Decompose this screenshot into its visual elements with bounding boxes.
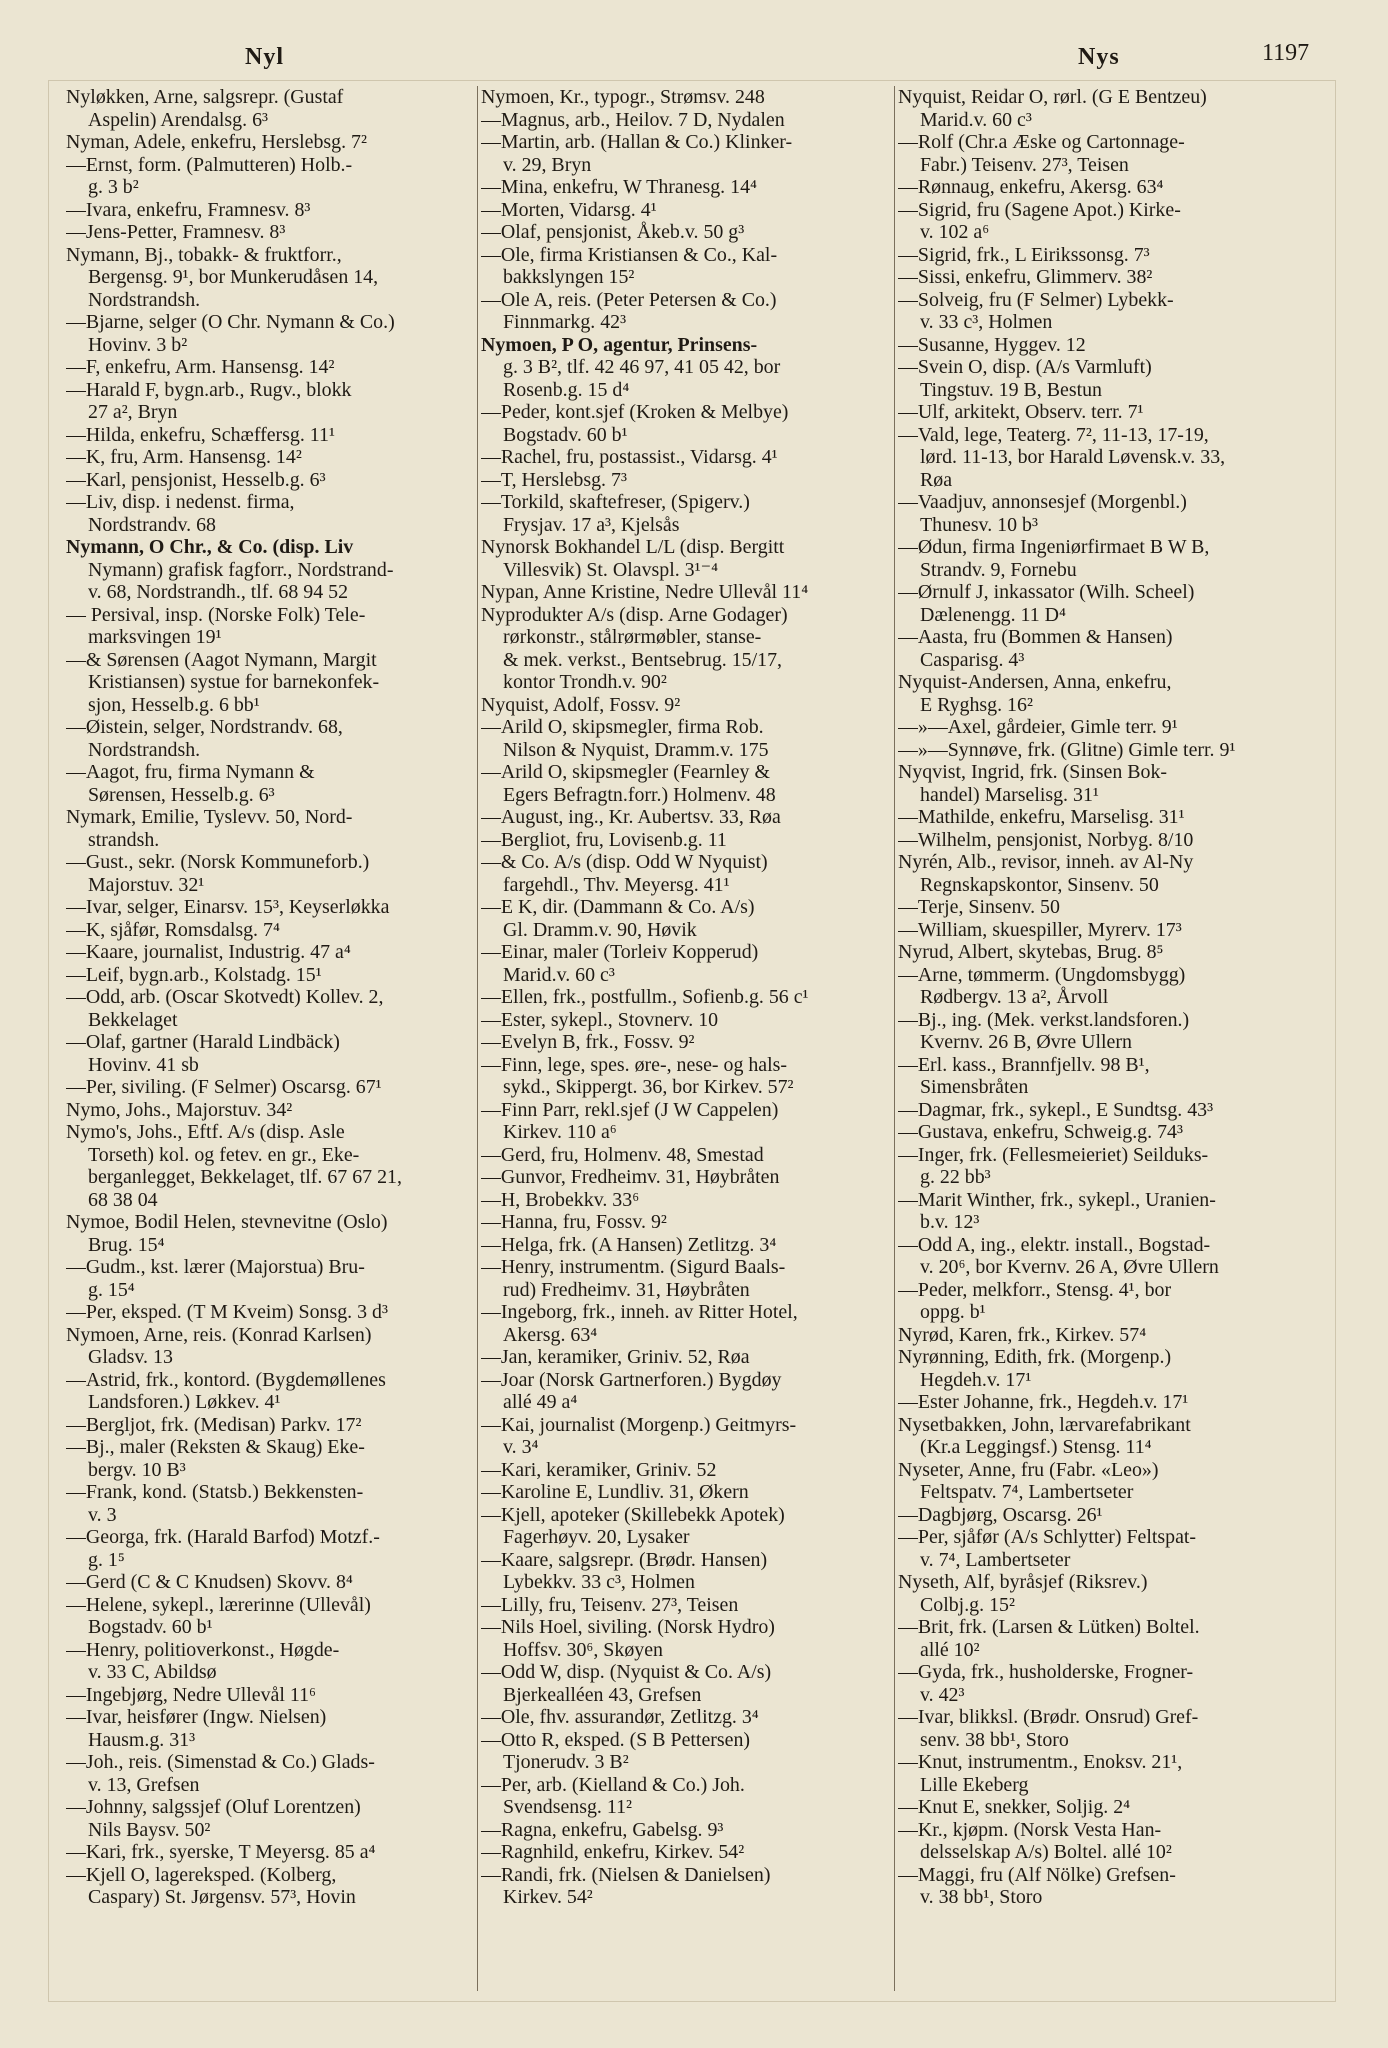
entry-continuation-line: Rosenb.g. 15 d⁴	[503, 378, 630, 401]
directory-entry-line: —Bjarne, selger (O Chr. Nymann & Co.)	[66, 311, 395, 333]
entry-continuation-line: Villesvik) St. Olavspl. 3¹⁻⁴	[503, 558, 719, 581]
entry-continuation-line: Aspelin) Arendalsg. 6³	[88, 108, 268, 131]
entry-continuation-line: v. 42³	[920, 1683, 965, 1706]
directory-entry-line: —Øistein, selger, Nordstrandv. 68,	[66, 716, 343, 738]
directory-entry-line: —Ole A, reis. (Peter Petersen & Co.)	[481, 288, 777, 311]
directory-entry-line: —Marit Winther, frk., sykepl., Uranien-	[898, 1188, 1216, 1211]
entry-continuation-line: Bogstadv. 60 b¹	[88, 1616, 213, 1638]
directory-entry-line: —Bergliot, fru, Lovisenb.g. 11	[481, 828, 727, 851]
entry-continuation-line: Bogstadv. 60 b¹	[503, 423, 628, 446]
entry-continuation-line: 68 38 04	[88, 1188, 158, 1211]
entry-continuation-line: Egers Befragtn.forr.) Holmenv. 48	[503, 783, 776, 806]
directory-entry-line: —Ivar, heisfører (Ingw. Nielsen)	[66, 1706, 327, 1728]
entry-continuation-line: Majorstuv. 32¹	[88, 873, 205, 896]
entry-continuation-line: Kvernv. 26 B, Øvre Ullern	[920, 1031, 1132, 1053]
entry-continuation-line: Nordstrandsh.	[88, 738, 201, 761]
directory-entry-line: —Kai, journalist (Morgenp.) Geitmyrs-	[481, 1413, 797, 1436]
entry-continuation-line: allé 49 a⁴	[503, 1391, 578, 1413]
directory-entry-line: —Rachel, fru, postassist., Vidarsg. 4¹	[481, 446, 778, 468]
entry-continuation-line: Regnskapskontor, Sinsenv. 50	[920, 873, 1159, 896]
directory-entry-line: —Kr., kjøpm. (Norsk Vesta Han-	[898, 1818, 1162, 1841]
directory-entry-line: —Astrid, frk., kontord. (Bygdemøllenes	[66, 1368, 386, 1391]
entry-continuation-line: oppg. b¹	[920, 1301, 986, 1323]
entry-continuation-line: g. 22 bb³	[920, 1166, 991, 1188]
directory-entry-line: Nyquist, Reidar O, rørl. (G E Bentzeu)	[898, 86, 1207, 108]
directory-entry-line: —Susanne, Hyggev. 12	[898, 333, 1086, 356]
entry-continuation-line: Nilson & Nyquist, Dramm.v. 175	[503, 738, 769, 761]
entry-continuation-line: Hausm.g. 31³	[88, 1728, 196, 1751]
directory-entry-line: —Mina, enkefru, W Thranesg. 14⁴	[481, 176, 757, 198]
directory-entry-line: —Peder, kont.sjef (Kroken & Melbye)	[481, 401, 789, 423]
directory-entry-line: —Gerd, fru, Holmenv. 48, Smestad	[481, 1143, 764, 1166]
directory-entry-line: —Ulf, arkitekt, Observ. terr. 7¹	[898, 401, 1144, 423]
entry-continuation-line: sykd., Skippergt. 36, bor Kirkev. 57²	[503, 1076, 794, 1098]
directory-entry-line: —Peder, melkforr., Stensg. 4¹, bor	[898, 1278, 1172, 1301]
directory-entry-line: —Finn, lege, spes. øre-, nese- og hals-	[481, 1053, 788, 1076]
directory-entry-line: Nyquist-Andersen, Anna, enkefru,	[898, 671, 1172, 693]
entry-continuation-line: sjon, Hesselb.g. 6 bb¹	[88, 693, 260, 716]
entry-continuation-line: rørkonstr., stålrørmøbler, stanse-	[503, 626, 762, 648]
entry-continuation-line: 27 a², Bryn	[88, 401, 178, 423]
directory-entry-line: —Einar, maler (Torleiv Kopperud)	[481, 941, 759, 963]
directory-entry-line: —Kaare, salgsrepr. (Brødr. Hansen)	[481, 1548, 768, 1571]
header-left-guide-word: Nyl	[245, 44, 284, 70]
directory-entry-line: Nymoen, Kr., typogr., Strømsv. 248	[481, 86, 765, 108]
directory-entry-line: —Johnny, salgssjef (Oluf Lorentzen)	[66, 1796, 361, 1818]
entry-continuation-line: v. 20⁶, bor Kvernv. 26 A, Øvre Ullern	[920, 1256, 1219, 1278]
directory-entry-line: —Svein O, disp. (A/s Varmluft)	[898, 356, 1152, 378]
entry-continuation-line: Gl. Dramm.v. 90, Høvik	[503, 918, 697, 941]
directory-entry-line: —Gudm., kst. lærer (Majorstua) Bru-	[66, 1256, 365, 1278]
directory-entry-line: —Karl, pensjonist, Hesselb.g. 6³	[66, 468, 326, 491]
directory-entry-line: —& Co. A/s (disp. Odd W Nyquist)	[481, 851, 768, 873]
entry-continuation-line: allé 10²	[920, 1638, 980, 1661]
directory-entry-line: —Ester, sykepl., Stovnerv. 10	[481, 1008, 719, 1031]
header-right-guide-word: Nys	[1078, 44, 1120, 70]
directory-entry-line: —Ernst, form. (Palmutteren) Holb.-	[66, 153, 353, 176]
entry-continuation-line: Rødbergv. 13 a², Årvoll	[920, 986, 1109, 1008]
directory-entry-line: —Aasta, fru (Bommen & Hansen)	[898, 626, 1173, 648]
entry-continuation-line: v. 7⁴, Lambertseter	[920, 1548, 1071, 1571]
directory-entry-line: Nyløkken, Arne, salgsrepr. (Gustaf	[66, 86, 344, 108]
directory-entry-line: —Gerd (C & C Knudsen) Skovv. 8⁴	[66, 1571, 353, 1593]
entry-continuation-line: Hoffsv. 30⁶, Skøyen	[503, 1638, 663, 1661]
entry-continuation-line: Casparisg. 4³	[920, 648, 1025, 671]
directory-entry-line: —Inger, frk. (Fellesmeieriet) Seilduks-	[898, 1143, 1209, 1166]
entry-continuation-line: Kirkev. 110 a⁶	[503, 1121, 617, 1143]
entry-continuation-line: delsselskap A/s) Boltel. allé 10²	[920, 1841, 1172, 1863]
entry-continuation-line: Bjerkealléen 43, Grefsen	[503, 1683, 702, 1706]
directory-entry-line: —»—Axel, gårdeier, Gimle terr. 9¹	[898, 716, 1178, 738]
directory-entry-line: Nyrén, Alb., revisor, inneh. av Al-Ny	[898, 851, 1194, 873]
directory-entry-line: —Per, eksped. (T M Kveim) Sonsg. 3 d³	[66, 1301, 388, 1323]
directory-entry-line: —T, Herslebsg. 7³	[481, 468, 627, 491]
directory-entry-line: —Ragnhild, enkefru, Kirkev. 54²	[481, 1841, 745, 1863]
directory-entry-line: —Ivara, enkefru, Framnesv. 8³	[66, 198, 311, 221]
directory-entry-line: Nyrud, Albert, skytebas, Brug. 8⁵	[898, 941, 1164, 963]
directory-entry-line: —Lilly, fru, Teisenv. 27³, Teisen	[481, 1593, 739, 1616]
directory-entry-line: —Arild O, skipsmegler, firma Rob.	[481, 716, 764, 738]
directory-entry-line: —Jan, keramiker, Griniv. 52, Røa	[481, 1346, 750, 1368]
entry-continuation-line: Finnmarkg. 42³	[503, 311, 627, 333]
directory-entry-line: —Ragna, enkefru, Gabelsg. 9³	[481, 1818, 724, 1841]
directory-entry-line: —Brit, frk. (Larsen & Lütken) Boltel.	[898, 1616, 1200, 1638]
directory-entry-line: —Vaadjuv, annonsesjef (Morgenbl.)	[898, 491, 1187, 513]
directory-entry-line: —Ingeborg, frk., inneh. av Ritter Hotel,	[481, 1301, 798, 1323]
entry-continuation-line: Kristiansen) systue for barnekonfek-	[88, 671, 380, 693]
directory-entry-line: —Kari, frk., syerske, T Meyersg. 85 a⁴	[66, 1841, 376, 1863]
directory-entry-line: —»—Synnøve, frk. (Glitne) Gimle terr. 9¹	[898, 738, 1236, 761]
directory-entry-line: —Liv, disp. i nedenst. firma,	[66, 491, 295, 513]
entry-continuation-line: v. 68, Nordstrandh., tlf. 68 94 52	[88, 581, 349, 603]
directory-entry-line: —Randi, frk. (Nielsen & Danielsen)	[481, 1863, 771, 1886]
directory-entry-line: —Sigrid, fru (Sagene Apot.) Kirke-	[898, 198, 1181, 221]
entry-continuation-line: Sørensen, Hesselb.g. 6³	[88, 783, 275, 806]
directory-entry-line: Nyseter, Anne, fru (Fabr. «Leo»)	[898, 1458, 1159, 1481]
directory-entry-line: —Ivar, blikksl. (Brødr. Onsrud) Gref-	[898, 1706, 1199, 1728]
entry-continuation-line: v. 3⁴	[503, 1436, 539, 1458]
entry-continuation-line: g. 3 b²	[88, 176, 139, 198]
directory-entry-line: —Kari, keramiker, Griniv. 52	[481, 1458, 717, 1481]
directory-entry-line: —Ødun, firma Ingeniørfirmaet B W B,	[898, 536, 1210, 558]
directory-entry-line: Nymann, O Chr., & Co. (disp. Liv	[66, 536, 354, 558]
directory-entry-line: Nymoen, Arne, reis. (Konrad Karlsen)	[66, 1323, 372, 1346]
entry-continuation-line: bakkslyngen 15²	[503, 266, 635, 288]
entry-continuation-line: v. 33 C, Abildsø	[88, 1661, 217, 1683]
directory-entry-line: Nyquist, Adolf, Fossv. 9²	[481, 693, 681, 716]
entry-continuation-line: v. 38 bb¹, Storo	[920, 1886, 1043, 1908]
entry-continuation-line: Marid.v. 60 c³	[920, 108, 1032, 131]
entry-continuation-line: Hegdeh.v. 17¹	[920, 1368, 1032, 1391]
directory-entry-line: —Harald F, bygn.arb., Rugv., blokk	[66, 378, 352, 401]
directory-entry-line: —Kjell O, lagereksped. (Kolberg,	[66, 1863, 337, 1886]
entry-continuation-line: (Kr.a Leggingsf.) Stensg. 11⁴	[920, 1436, 1152, 1458]
entry-continuation-line: Brug. 15⁴	[88, 1233, 165, 1256]
entry-continuation-line: Akersg. 63⁴	[503, 1323, 598, 1346]
directory-entry-line: —F, enkefru, Arm. Hansensg. 14²	[66, 356, 335, 378]
directory-entry-line: —Rolf (Chr.a Æske og Cartonnage-	[898, 131, 1185, 153]
directory-entry-line: Nynorsk Bokhandel L/L (disp. Bergitt	[481, 536, 785, 558]
directory-entry-line: —Gustava, enkefru, Schweig.g. 74³	[898, 1121, 1183, 1143]
directory-entry-line: —Knut, instrumentm., Enoksv. 21¹,	[898, 1751, 1183, 1773]
entry-continuation-line: v. 29, Bryn	[503, 153, 592, 176]
directory-entry-line: —Odd, arb. (Oscar Skotvedt) Kollev. 2,	[66, 986, 384, 1008]
entry-continuation-line: Lille Ekeberg	[920, 1773, 1029, 1796]
entry-continuation-line: g. 3 B², tlf. 42 46 97, 41 05 42, bor	[503, 356, 781, 378]
directory-entry-line: —Frank, kond. (Statsb.) Bekkensten-	[66, 1481, 364, 1503]
entry-continuation-line: Marid.v. 60 c³	[503, 963, 615, 986]
directory-entry-line: —Per, arb. (Kielland & Co.) Joh.	[481, 1773, 745, 1796]
directory-entry-line: —Ellen, frk., postfullm., Sofienb.g. 56 c¹	[481, 986, 809, 1008]
entry-continuation-line: Hovinv. 3 b²	[88, 333, 188, 356]
entry-continuation-line: Svendsensg. 11²	[503, 1796, 632, 1818]
directory-entry-line: —Sigrid, frk., L Eirikssonsg. 7³	[898, 243, 1150, 266]
directory-entry-line: Nyman, Adele, enkefru, Herslebsg. 7²	[66, 131, 367, 153]
entry-continuation-line: Hovinv. 41 sb	[88, 1053, 199, 1076]
entry-continuation-line: Thunesv. 10 b³	[920, 513, 1038, 536]
directory-entry-line: —Karoline E, Lundliv. 31, Økern	[481, 1481, 749, 1503]
directory-entry-line: —Nils Hoel, siviling. (Norsk Hydro)	[481, 1616, 775, 1638]
directory-entry-line: —William, skuespiller, Myrerv. 17³	[898, 918, 1182, 941]
directory-entry-line: —Bj., maler (Reksten & Skaug) Eke-	[66, 1436, 365, 1458]
entry-continuation-line: Lybekkv. 33 c³, Holmen	[503, 1571, 695, 1593]
directory-entry-line: —Helga, frk. (A Hansen) Zetlitzg. 3⁴	[481, 1233, 777, 1256]
page-number: 1197	[1262, 40, 1310, 66]
directory-entry-line: —Ørnulf J, inkassator (Wilh. Scheel)	[898, 581, 1195, 603]
directory-entry-line: —Terje, Sinsenv. 50	[898, 896, 1060, 918]
directory-entry-line: —Ole, firma Kristiansen & Co., Kal-	[481, 243, 778, 266]
directory-entry-line: —Joh., reis. (Simenstad & Co.) Glads-	[66, 1751, 375, 1773]
entry-continuation-line: berganlegget, Bekkelaget, tlf. 67 67 21,	[88, 1166, 402, 1188]
directory-entry-line: —Arne, tømmerm. (Ungdomsbygg)	[898, 963, 1186, 986]
entry-continuation-line: lørd. 11-13, bor Harald Løvensk.v. 33,	[920, 446, 1226, 468]
entry-continuation-line: g. 1⁵	[88, 1548, 125, 1571]
entry-continuation-line: v. 13, Grefsen	[88, 1773, 200, 1796]
entry-continuation-line: Nordstrandsh.	[88, 288, 201, 311]
entry-continuation-line: Simensbråten	[920, 1076, 1029, 1098]
directory-entry-line: —Finn Parr, rekl.sjef (J W Cappelen)	[481, 1098, 779, 1121]
directory-entry-line: —K, fru, Arm. Hansensg. 14²	[66, 446, 302, 468]
directory-entry-line: —Georga, frk. (Harald Barfod) Motzf.-	[66, 1526, 380, 1548]
directory-entry-line: Nysetbakken, John, lærvarefabrikant	[898, 1413, 1191, 1436]
entry-continuation-line: Torseth) kol. og fetev. en gr., Eke-	[88, 1143, 360, 1166]
directory-entry-line: —Leif, bygn.arb., Kolstadg. 15¹	[66, 963, 322, 986]
directory-entry-line: —& Sørensen (Aagot Nymann, Margit	[66, 648, 377, 671]
directory-entry-line: —Ester Johanne, frk., Hegdeh.v. 17¹	[898, 1391, 1189, 1413]
entry-continuation-line: Bekkelaget	[88, 1008, 178, 1031]
entry-continuation-line: v. 3	[88, 1503, 117, 1526]
directory-entry-line: Nymoen, P O, agentur, Prinsens-	[481, 333, 758, 356]
directory-entry-line: Nypan, Anne Kristine, Nedre Ullevål 11⁴	[481, 581, 809, 603]
entry-continuation-line: Nymann) grafisk fagforr., Nordstrand-	[88, 558, 394, 581]
directory-entry-line: —Erl. kass., Brannfjellv. 98 B¹,	[898, 1053, 1150, 1076]
directory-entry-line: —Per, siviling. (F Selmer) Oscarsg. 67¹	[66, 1076, 382, 1098]
directory-entry-line: —Vald, lege, Teaterg. 7², 11-13, 17-19,	[898, 423, 1209, 446]
entry-continuation-line: Strandv. 9, Fornebu	[920, 558, 1077, 581]
directory-entry-line: —K, sjåfør, Romsdalsg. 7⁴	[66, 918, 280, 941]
directory-entry-line: —Dagbjørg, Oscarsg. 26¹	[898, 1503, 1103, 1526]
entry-continuation-line: Frysjav. 17 a³, Kjelsås	[503, 513, 680, 536]
directory-entry-line: Nymo, Johs., Majorstuv. 34²	[66, 1098, 293, 1121]
directory-entry-line: —Maggi, fru (Alf Nölke) Grefsen-	[898, 1863, 1176, 1886]
directory-entry-line: —Arild O, skipsmegler (Fearnley &	[481, 761, 770, 783]
entry-continuation-line: Nordstrandv. 68	[88, 513, 216, 536]
directory-entry-line: —Otto R, eksped. (S B Pettersen)	[481, 1728, 751, 1751]
directory-entry-line: Nyseth, Alf, byråsjef (Riksrev.)	[898, 1571, 1148, 1593]
entry-continuation-line: Dælenengg. 11 D⁴	[920, 603, 1066, 626]
directory-column-3	[898, 86, 1318, 1909]
directory-entry-line: —E K, dir. (Dammann & Co. A/s)	[481, 896, 755, 918]
directory-entry-line: —August, ing., Kr. Aubertsv. 33, Røa	[481, 806, 781, 828]
entry-continuation-line: strandsh.	[88, 828, 160, 851]
directory-entry-line: —Magnus, arb., Heilov. 7 D, Nydalen	[481, 108, 785, 131]
directory-entry-line: —H, Brobekkv. 33⁶	[481, 1188, 640, 1211]
entry-continuation-line: Nils Baysv. 50²	[88, 1818, 211, 1841]
directory-entry-line: —Sissi, enkefru, Glimmerv. 38²	[898, 266, 1153, 288]
directory-entry-line: —Morten, Vidarsg. 4¹	[481, 198, 657, 221]
directory-entry-line: —Kaare, journalist, Industrig. 47 a⁴	[66, 941, 351, 963]
directory-entry-line: —Henry, instrumentm. (Sigurd Baals-	[481, 1256, 786, 1278]
directory-column-1	[66, 86, 476, 1909]
directory-entry-line: —Hanna, fru, Fossv. 9²	[481, 1211, 667, 1233]
entry-continuation-line: v. 33 c³, Holmen	[920, 311, 1053, 333]
directory-entry-line: —Odd A, ing., elektr. install., Bogstad-	[898, 1233, 1211, 1256]
directory-entry-line: —Kjell, apoteker (Skillebekk Apotek)	[481, 1503, 785, 1526]
directory-entry-line: —Evelyn B, frk., Fossv. 9²	[481, 1031, 695, 1053]
directory-entry-line: —Gust., sekr. (Norsk Kommuneforb.)	[66, 851, 370, 873]
entry-continuation-line: Fabr.) Teisenv. 27³, Teisen	[920, 153, 1129, 176]
directory-entry-line: —Helene, sykepl., lærerinne (Ullevål)	[66, 1593, 371, 1616]
entry-continuation-line: Colbj.g. 15²	[920, 1593, 1015, 1616]
entry-continuation-line: fargehdl., Thv. Meyersg. 41¹	[503, 873, 730, 896]
directory-entry-line: —Henry, politioverkonst., Høgde-	[66, 1638, 340, 1661]
entry-continuation-line: marksvingen 19¹	[88, 626, 222, 648]
entry-continuation-line: Feltspatv. 7⁴, Lambertseter	[920, 1481, 1134, 1503]
entry-continuation-line: rud) Fredheimv. 31, Høybråten	[503, 1278, 750, 1301]
directory-entry-line: —Aagot, fru, firma Nymann &	[66, 761, 315, 783]
entry-continuation-line: Caspary) St. Jørgensv. 57³, Hovin	[88, 1886, 356, 1908]
entry-continuation-line: Bergensg. 9¹, bor Munkerudåsen 14,	[88, 266, 379, 288]
directory-entry-line: Nymark, Emilie, Tyslevv. 50, Nord-	[66, 806, 353, 828]
directory-entry-line: —Gunvor, Fredheimv. 31, Høybråten	[481, 1166, 780, 1188]
directory-entry-line: Nymoe, Bodil Helen, stevnevitne (Oslo)	[66, 1211, 388, 1233]
entry-continuation-line: bergv. 10 B³	[88, 1458, 186, 1481]
entry-continuation-line: Fagerhøyv. 20, Lysaker	[503, 1526, 690, 1548]
directory-entry-line: —Ivar, selger, Einarsv. 15³, Keyserløkka	[66, 896, 390, 918]
entry-continuation-line: g. 15⁴	[88, 1278, 135, 1301]
entry-continuation-line: v. 102 a⁶	[920, 221, 990, 243]
directory-entry-line: —Dagmar, frk., sykepl., E Sundtsg. 43³	[898, 1098, 1214, 1121]
directory-entry-line: —Solveig, fru (F Selmer) Lybekk-	[898, 288, 1174, 311]
directory-entry-line: —Gyda, frk., husholderske, Frogner-	[898, 1661, 1194, 1683]
directory-entry-line: —Wilhelm, pensjonist, Norbyg. 8/10	[898, 828, 1194, 851]
directory-entry-line: —Jens-Petter, Framnesv. 8³	[66, 221, 286, 243]
directory-entry-line: —Bj., ing. (Mek. verkst.landsforen.)	[898, 1008, 1190, 1031]
entry-continuation-line: b.v. 12³	[920, 1211, 980, 1233]
directory-entry-line: —Hilda, enkefru, Schæffersg. 11¹	[66, 423, 335, 446]
directory-entry-line: Nyrønning, Edith, frk. (Morgenp.)	[898, 1346, 1172, 1368]
directory-entry-line: —Rønnaug, enkefru, Akersg. 63⁴	[898, 176, 1164, 198]
directory-entry-line: Nyqvist, Ingrid, frk. (Sinsen Bok-	[898, 761, 1168, 783]
column-divider	[477, 86, 478, 1991]
directory-entry-line: —Martin, arb. (Hallan & Co.) Klinker-	[481, 131, 793, 153]
entry-continuation-line: & mek. verkst., Bentsebrug. 15/17,	[503, 648, 782, 671]
directory-entry-line: —Odd W, disp. (Nyquist & Co. A/s)	[481, 1661, 772, 1683]
directory-entry-line: —Ingebjørg, Nedre Ullevål 11⁶	[66, 1683, 316, 1706]
directory-entry-line: Nyrød, Karen, frk., Kirkev. 57⁴	[898, 1323, 1147, 1346]
directory-column-2	[481, 86, 896, 1909]
directory-entry-line: —Joar (Norsk Gartnerforen.) Bygdøy	[481, 1368, 782, 1391]
directory-entry-line: Nymo's, Johs., Eftf. A/s (disp. Asle	[66, 1121, 345, 1143]
directory-entry-line: —Olaf, pensjonist, Åkeb.v. 50 g³	[481, 221, 745, 243]
directory-entry-line: —Ole, fhv. assurandør, Zetlitzg. 3⁴	[481, 1706, 759, 1728]
entry-continuation-line: Tjonerudv. 3 B²	[503, 1751, 629, 1773]
entry-continuation-line: E Ryghsg. 16²	[920, 693, 1033, 716]
directory-entry-line: — Persival, insp. (Norske Folk) Tele-	[66, 603, 366, 626]
entry-continuation-line: handel) Marselisg. 31¹	[920, 783, 1099, 806]
directory-entry-line: —Bergljot, frk. (Medisan) Parkv. 17²	[66, 1413, 362, 1436]
entry-continuation-line: Landsforen.) Løkkev. 4¹	[88, 1391, 281, 1413]
directory-entry-line: Nyprodukter A/s (disp. Arne Godager)	[481, 603, 788, 626]
directory-entry-line: —Olaf, gartner (Harald Lindbäck)	[66, 1031, 340, 1053]
directory-entry-line: —Knut E, snekker, Soljig. 2⁴	[898, 1796, 1131, 1818]
directory-entry-line: Nymann, Bj., tobakk- & fruktforr.,	[66, 243, 342, 266]
directory-entry-line: —Torkild, skaftefreser, (Spigerv.)	[481, 491, 750, 513]
directory-entry-line: —Mathilde, enkefru, Marselisg. 31¹	[898, 806, 1185, 828]
entry-continuation-line: Tingstuv. 19 B, Bestun	[920, 378, 1103, 401]
entry-continuation-line: Røa	[920, 468, 953, 491]
entry-continuation-line: Kirkev. 54²	[503, 1886, 593, 1908]
entry-continuation-line: Gladsv. 13	[88, 1346, 173, 1368]
entry-continuation-line: kontor Trondh.v. 90²	[503, 671, 667, 693]
directory-entry-line: —Per, sjåfør (A/s Schlytter) Feltspat-	[898, 1526, 1197, 1548]
entry-continuation-line: senv. 38 bb¹, Storo	[920, 1728, 1069, 1751]
